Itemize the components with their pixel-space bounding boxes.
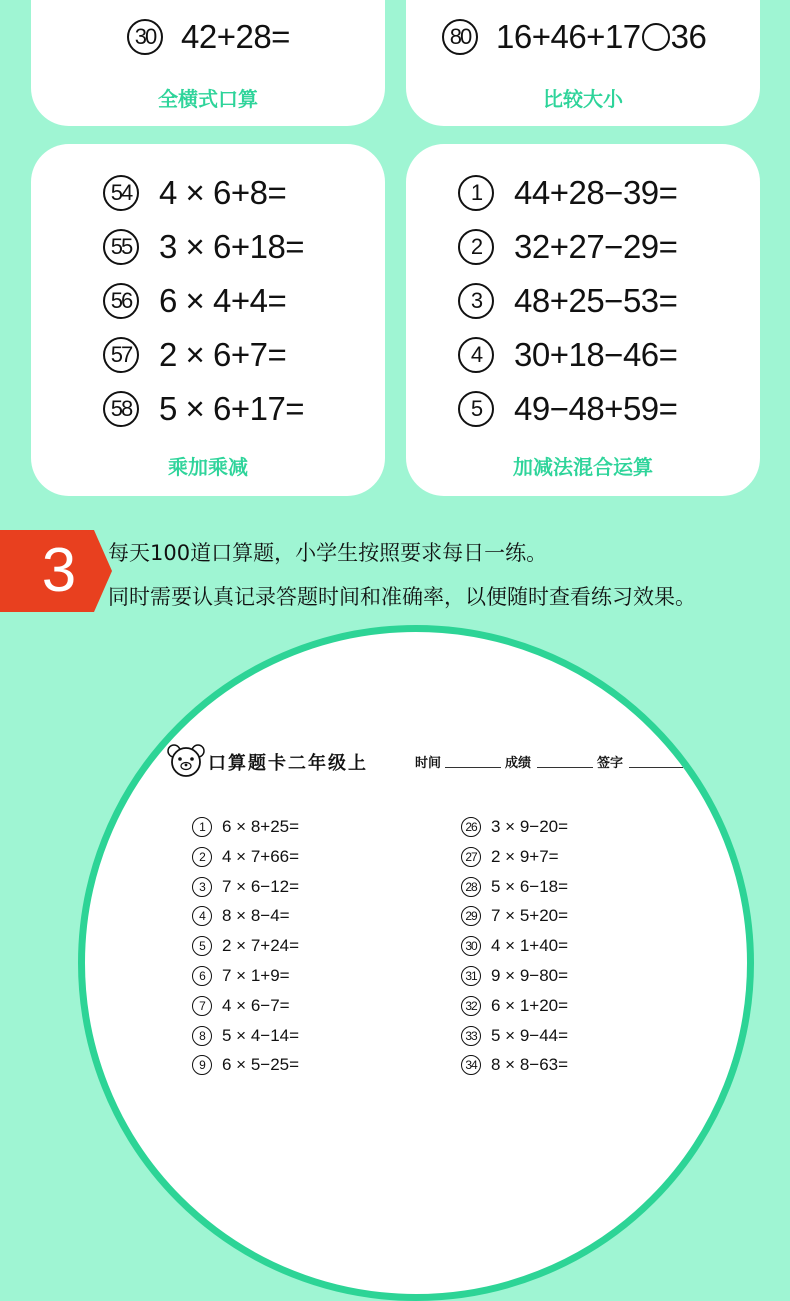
question-number: 4 [192,906,212,926]
question-number: 57 [103,337,139,373]
equation: 48+25−53= [514,282,678,319]
equation-row [458,328,677,382]
worksheet-item [461,1050,568,1080]
worksheet-preview-circle [78,625,754,1301]
question-number: 30 [127,19,163,55]
card-title: 全横式口算 [158,87,258,111]
equation: 6 × 8+25= [222,817,300,836]
worksheet-item [192,842,299,872]
worksheet-item [192,991,290,1021]
worksheet-item [192,1021,299,1051]
question-number: 56 [103,283,139,319]
sign-blank[interactable] [629,767,683,768]
equation: 4 × 1+40= [491,936,569,956]
question-number: 26 [461,817,481,837]
step-number: 3 [41,536,77,605]
equation: 4 × 7+66= [222,846,300,866]
question-number: 6 [192,966,212,986]
equation: 3 × 9−20= [491,817,569,836]
equation: 8 × 8−4= [222,906,290,926]
worksheet-item [192,812,299,842]
question-number: 33 [461,1026,481,1046]
question-number: 34 [461,1055,481,1075]
question-number: 58 [103,391,139,427]
equation-row [458,382,677,436]
question-number: 5 [458,391,494,427]
question-number: 28 [461,877,481,897]
equation: 5 × 4−14= [222,1025,300,1045]
question-number: 1 [458,175,494,211]
question-number: 27 [461,847,481,867]
question-number: 3 [192,877,212,897]
equation: 5 × 6−18= [491,876,569,896]
equation: 7 × 6−12= [222,876,300,896]
score-blank[interactable] [537,767,593,768]
worksheet-item [192,1050,299,1080]
time-label: 时间 [415,756,442,771]
worksheet-item [192,872,299,902]
equation: 5 × 6+17= [159,390,305,427]
card-mixed-operations [406,144,760,496]
question-number: 80 [442,19,478,55]
equation: 2 × 9+7= [491,846,559,866]
question-number: 55 [103,229,139,265]
worksheet-title: 口算题卡二年级上 [208,753,368,774]
equation: 8 × 8−63= [491,1055,569,1075]
worksheet-item [192,961,290,991]
worksheet-item [461,1021,568,1051]
equation-row [458,220,677,274]
equation-list [458,166,677,436]
worksheet-item [192,901,290,931]
equation-row [458,166,677,220]
equation: 30+18−46= [514,336,678,373]
equation-row [127,10,290,64]
equation: 9 × 9−80= [491,966,569,985]
worksheet-item [461,991,568,1021]
question-number: 32 [461,996,481,1016]
equation-row [103,220,304,274]
question-number: 30 [461,936,481,956]
card-compare-size [406,0,760,126]
question-number: 2 [192,847,212,867]
equation: 6 × 1+20= [491,995,569,1015]
answer-blank-circle[interactable] [642,23,670,51]
question-number: 3 [458,283,494,319]
equation-row [103,328,304,382]
equation: 44+28−39= [514,174,678,211]
worksheet-item [461,961,568,991]
equation-row [458,274,677,328]
equation: 4 × 6−7= [222,995,290,1015]
card-full-horizontal [31,0,385,126]
compare-left: 16+46+17 [496,18,641,55]
equation: 32+27−29= [514,228,678,265]
question-number: 9 [192,1055,212,1075]
equation-list [103,166,304,436]
equation: 5 × 9−44= [491,1025,569,1045]
equation: 7 × 1+9= [222,966,290,985]
question-number: 5 [192,936,212,956]
question-number: 29 [461,906,481,926]
score-label: 成绩 [505,756,532,771]
card-multiply-add-subtract [31,144,385,496]
worksheet-item [192,931,299,961]
equation: 3 × 6+18= [159,228,305,265]
question-number: 31 [461,966,481,986]
equation-row [103,274,304,328]
equation: 49−48+59= [514,390,678,427]
card-title: 加减法混合运算 [513,455,653,479]
equation: 7 × 5+20= [491,906,569,926]
equation [496,18,706,56]
equation-row [103,166,304,220]
equation-row [442,10,706,64]
worksheet-item [461,812,568,842]
sign-label: 签字 [597,756,624,771]
equation: 6 × 5−25= [222,1055,300,1075]
step-description-line-2: 同时需要认真记录答题时间和准确率，以便随时查看练习效果。 [108,585,696,609]
question-number: 8 [192,1026,212,1046]
equation: 6 × 4+4= [159,282,287,319]
question-number: 7 [192,996,212,1016]
worksheet-item [461,842,559,872]
equation: 2 × 7+24= [222,936,300,956]
compare-right: 36 [670,18,707,55]
equation: 42+28= [181,18,290,55]
question-number: 54 [103,175,139,211]
question-number: 4 [458,337,494,373]
equation: 4 × 6+8= [159,174,287,211]
question-number: 2 [458,229,494,265]
worksheet-item [461,872,568,902]
equation: 2 × 6+7= [159,336,287,373]
equation-row [103,382,304,436]
card-title: 比较大小 [543,87,623,111]
worksheet-item [461,901,568,931]
question-number: 1 [192,817,212,837]
step-description-line-1: 每天100道口算题，小学生按照要求每日一练。 [108,541,548,565]
time-blank[interactable] [445,767,501,768]
worksheet-item [461,931,568,961]
card-title: 乘加乘减 [168,455,248,479]
bear-face-icon [166,743,206,779]
